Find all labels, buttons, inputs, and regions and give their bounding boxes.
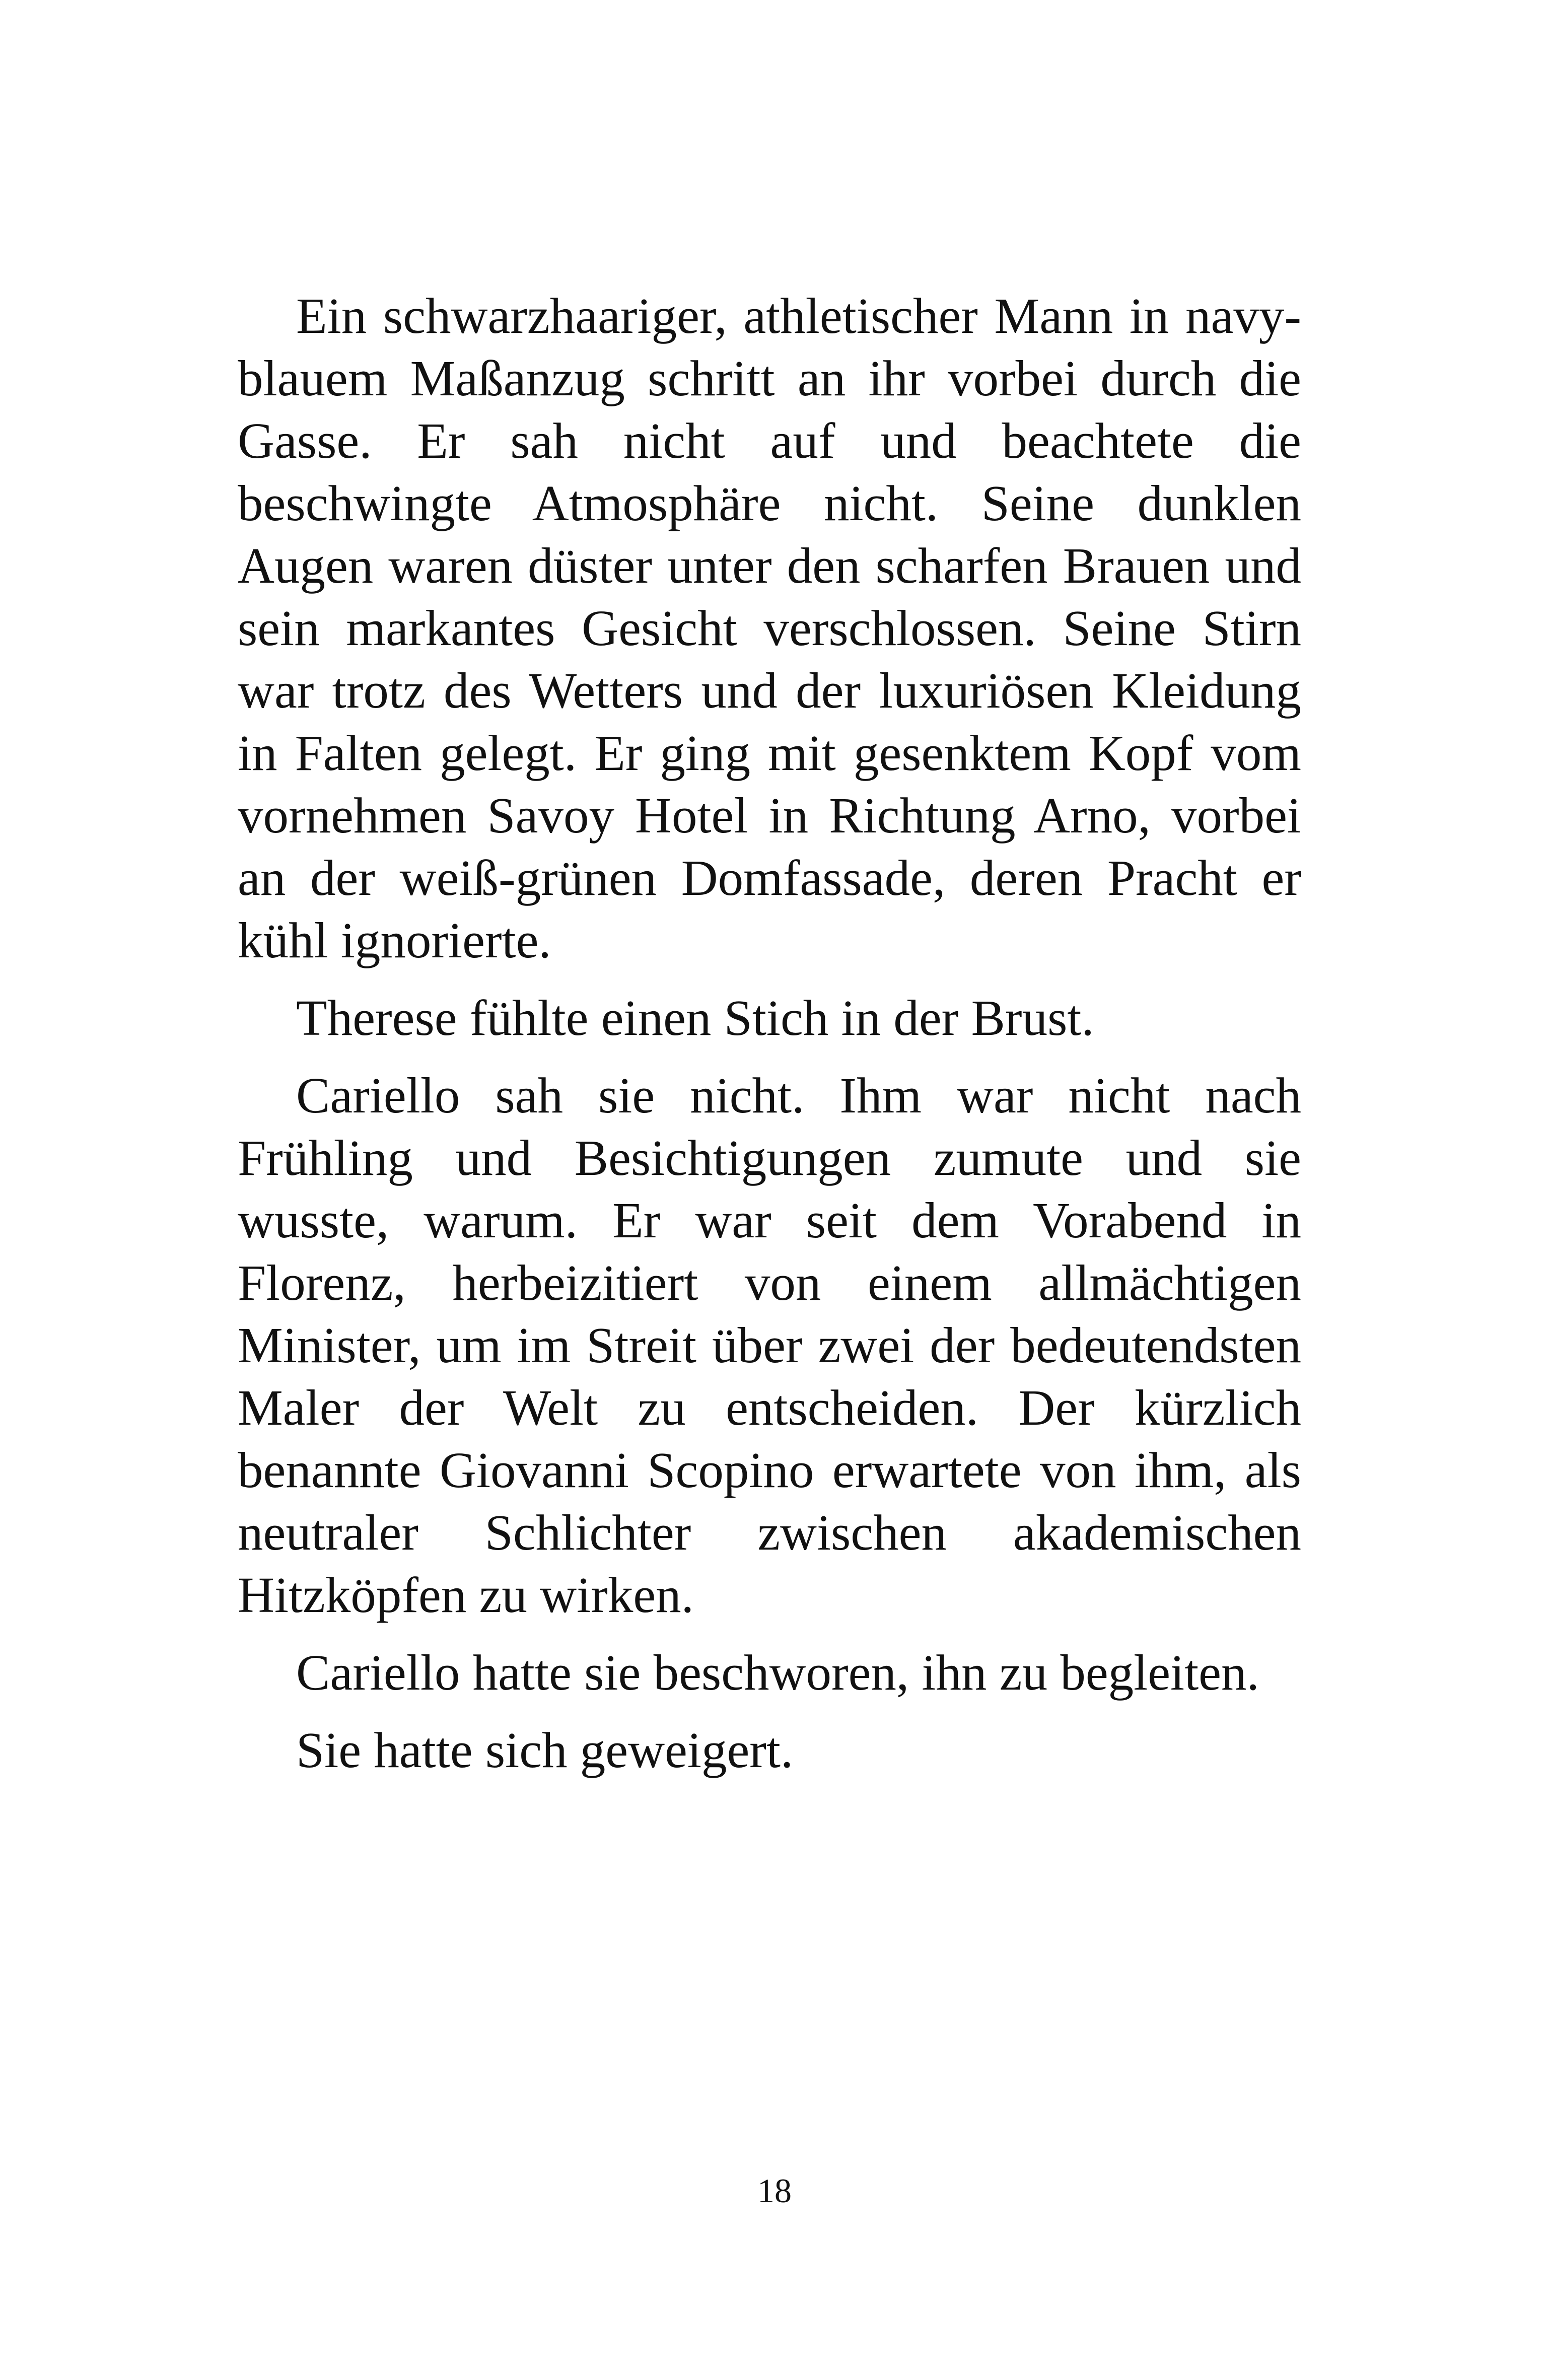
paragraph-4: Cariello hatte sie beschworen, ihn zu begleiten. <box>296 1644 1259 1701</box>
paragraph-1: Ein schwarzhaariger, athletischer Mann in navy-blauem Maßanzug schritt an ihr vorbei durch die Gasse. Er sah nicht auf und beachtete die beschwingte Atmosphäre nicht. Seine dunklen Augen waren düster unter den scharfen Brauen und sein markantes Gesicht verschlossen. Seine Stirn war trotz des Wetters und der luxuriösen Kleidung in Falten gelegt. Er ging mit gesenktem Kopf vom vornehmen Savoy Hotel in Richtung Arno, vorbei an der weiß-grünen Domfassade, deren Pracht er kühl ignorierte. <box>238 288 1301 968</box>
paragraph-2: Therese fühlte einen Stich in der Brust. <box>296 990 1094 1046</box>
paragraph-5: Sie hatte sich geweigert. <box>296 1722 794 1778</box>
page-number: 18 <box>757 2172 792 2210</box>
body-text <box>238 285 1301 1796</box>
paragraph-3: Cariello sah sie nicht. Ihm war nicht nach Frühling und Besichtigungen zumute und sie wusste, warum. Er war seit dem Vorabend in Florenz, herbeizitiert von einem allmächtigen Minister, um im Streit über zwei der bedeutendsten Maler der Welt zu entscheiden. Der kürzlich benannte Giovanni Scopino erwartete von ihm, als neutraler Schlichter zwischen akademischen Hitzköpfen zu wirken. <box>238 1067 1301 1623</box>
